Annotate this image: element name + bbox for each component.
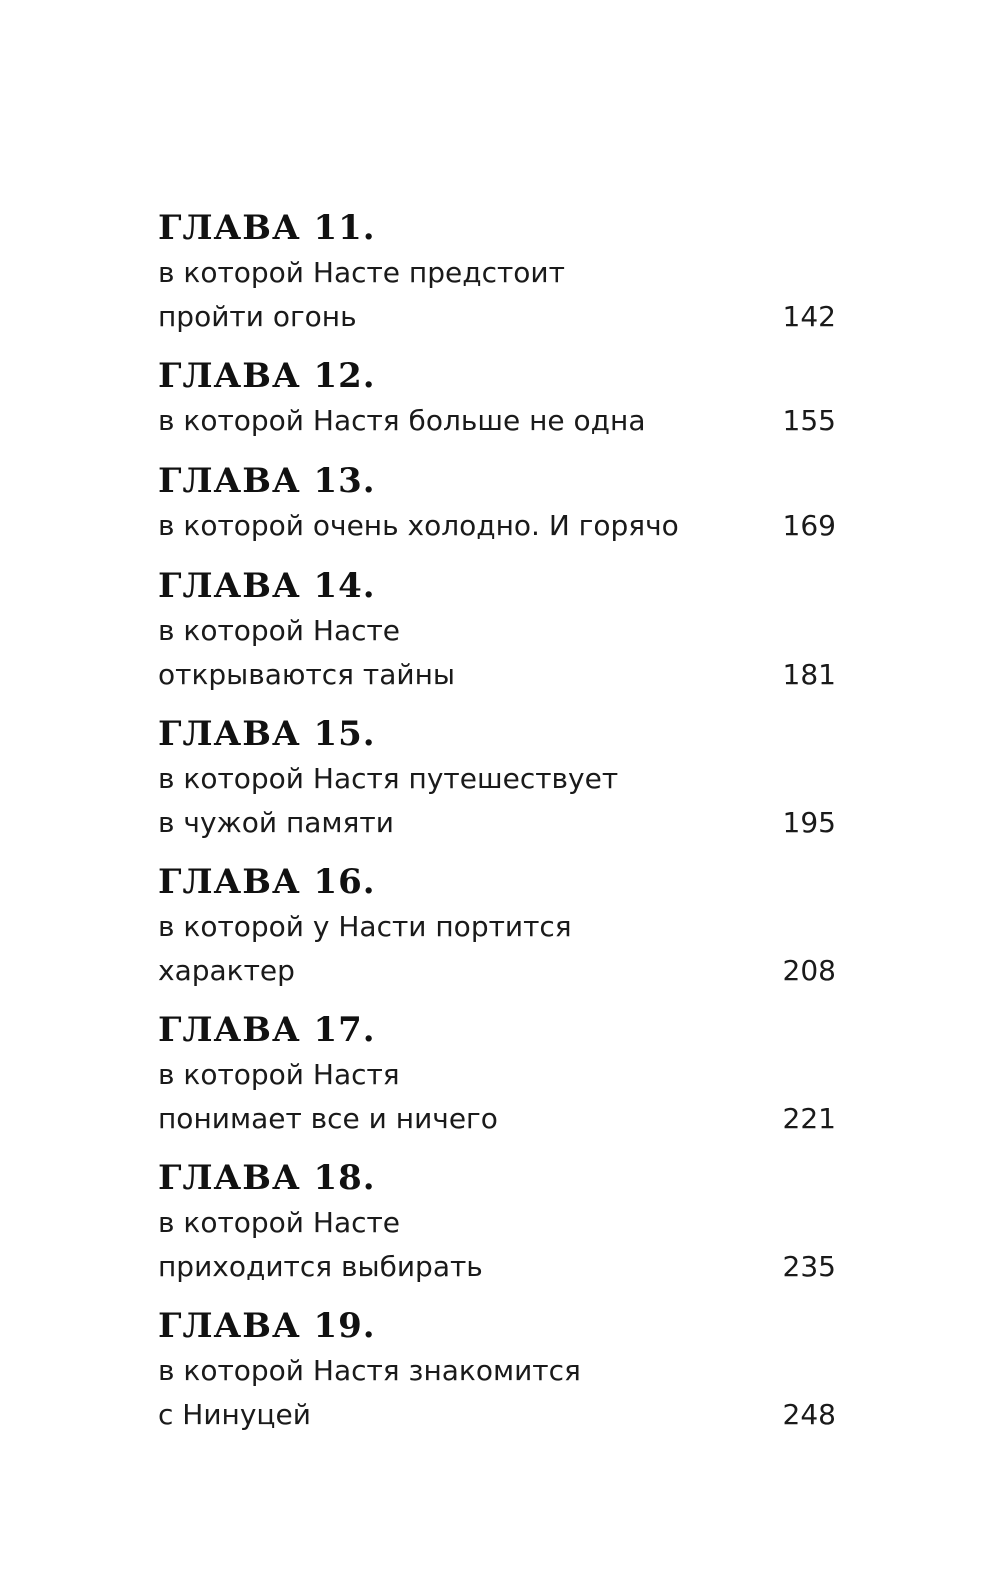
chapter-description: в которой у Насти портится: [158, 910, 572, 943]
toc-entry-chapter-13: [158, 458, 836, 563]
toc-entry-chapter-17: [158, 1007, 836, 1155]
chapter-title: ГЛАВА 17.: [158, 1010, 376, 1050]
chapter-description: в которой Насте предстоит: [158, 256, 565, 289]
chapter-title: ГЛАВА 15.: [158, 714, 376, 754]
page-number: 181: [782, 658, 836, 691]
toc-entry-chapter-14: [158, 563, 836, 711]
table-of-contents: [158, 205, 836, 1451]
chapter-description: приходится выбирать: [158, 1250, 483, 1283]
page-number: 169: [782, 509, 836, 542]
chapter-description: в которой Насте: [158, 614, 401, 647]
chapter-description: с Нинуцей: [158, 1398, 311, 1431]
chapter-title: ГЛАВА 19.: [158, 1306, 376, 1346]
chapter-description: в которой Настя: [158, 1058, 400, 1091]
chapter-title: ГЛАВА 11.: [158, 208, 376, 248]
page-number: 208: [782, 954, 836, 987]
chapter-title: ГЛАВА 14.: [158, 566, 376, 606]
toc-entry-chapter-12: [158, 353, 836, 458]
chapter-description: в которой Насте: [158, 1206, 401, 1239]
chapter-title: ГЛАВА 12.: [158, 356, 376, 396]
toc-entry-chapter-18: [158, 1155, 836, 1303]
toc-entry-chapter-16: [158, 859, 836, 1007]
chapter-description: в которой очень холодно. И горячо: [158, 509, 679, 542]
toc-entry-chapter-15: [158, 711, 836, 859]
page-number: 195: [782, 806, 836, 839]
chapter-description: в которой Настя знакомится: [158, 1354, 581, 1387]
chapter-title: ГЛАВА 18.: [158, 1158, 376, 1198]
chapter-description: характер: [158, 954, 295, 987]
page-number: 221: [782, 1102, 836, 1135]
chapter-description: открываются тайны: [158, 658, 455, 691]
chapter-title: ГЛАВА 16.: [158, 862, 376, 902]
page-number: 142: [782, 300, 836, 333]
toc-entry-chapter-11: [158, 205, 836, 353]
chapter-title: ГЛАВА 13.: [158, 461, 376, 501]
page-number: 155: [782, 404, 836, 437]
chapter-description: пройти огонь: [158, 300, 357, 333]
page-number: 248: [782, 1398, 836, 1431]
page-number: 235: [782, 1250, 836, 1283]
chapter-description: понимает все и ничего: [158, 1102, 498, 1135]
chapter-description: в которой Настя путешествует: [158, 762, 619, 795]
chapter-description: в чужой памяти: [158, 806, 394, 839]
toc-entry-chapter-19: [158, 1303, 836, 1451]
chapter-description: в которой Настя больше не одна: [158, 404, 646, 437]
